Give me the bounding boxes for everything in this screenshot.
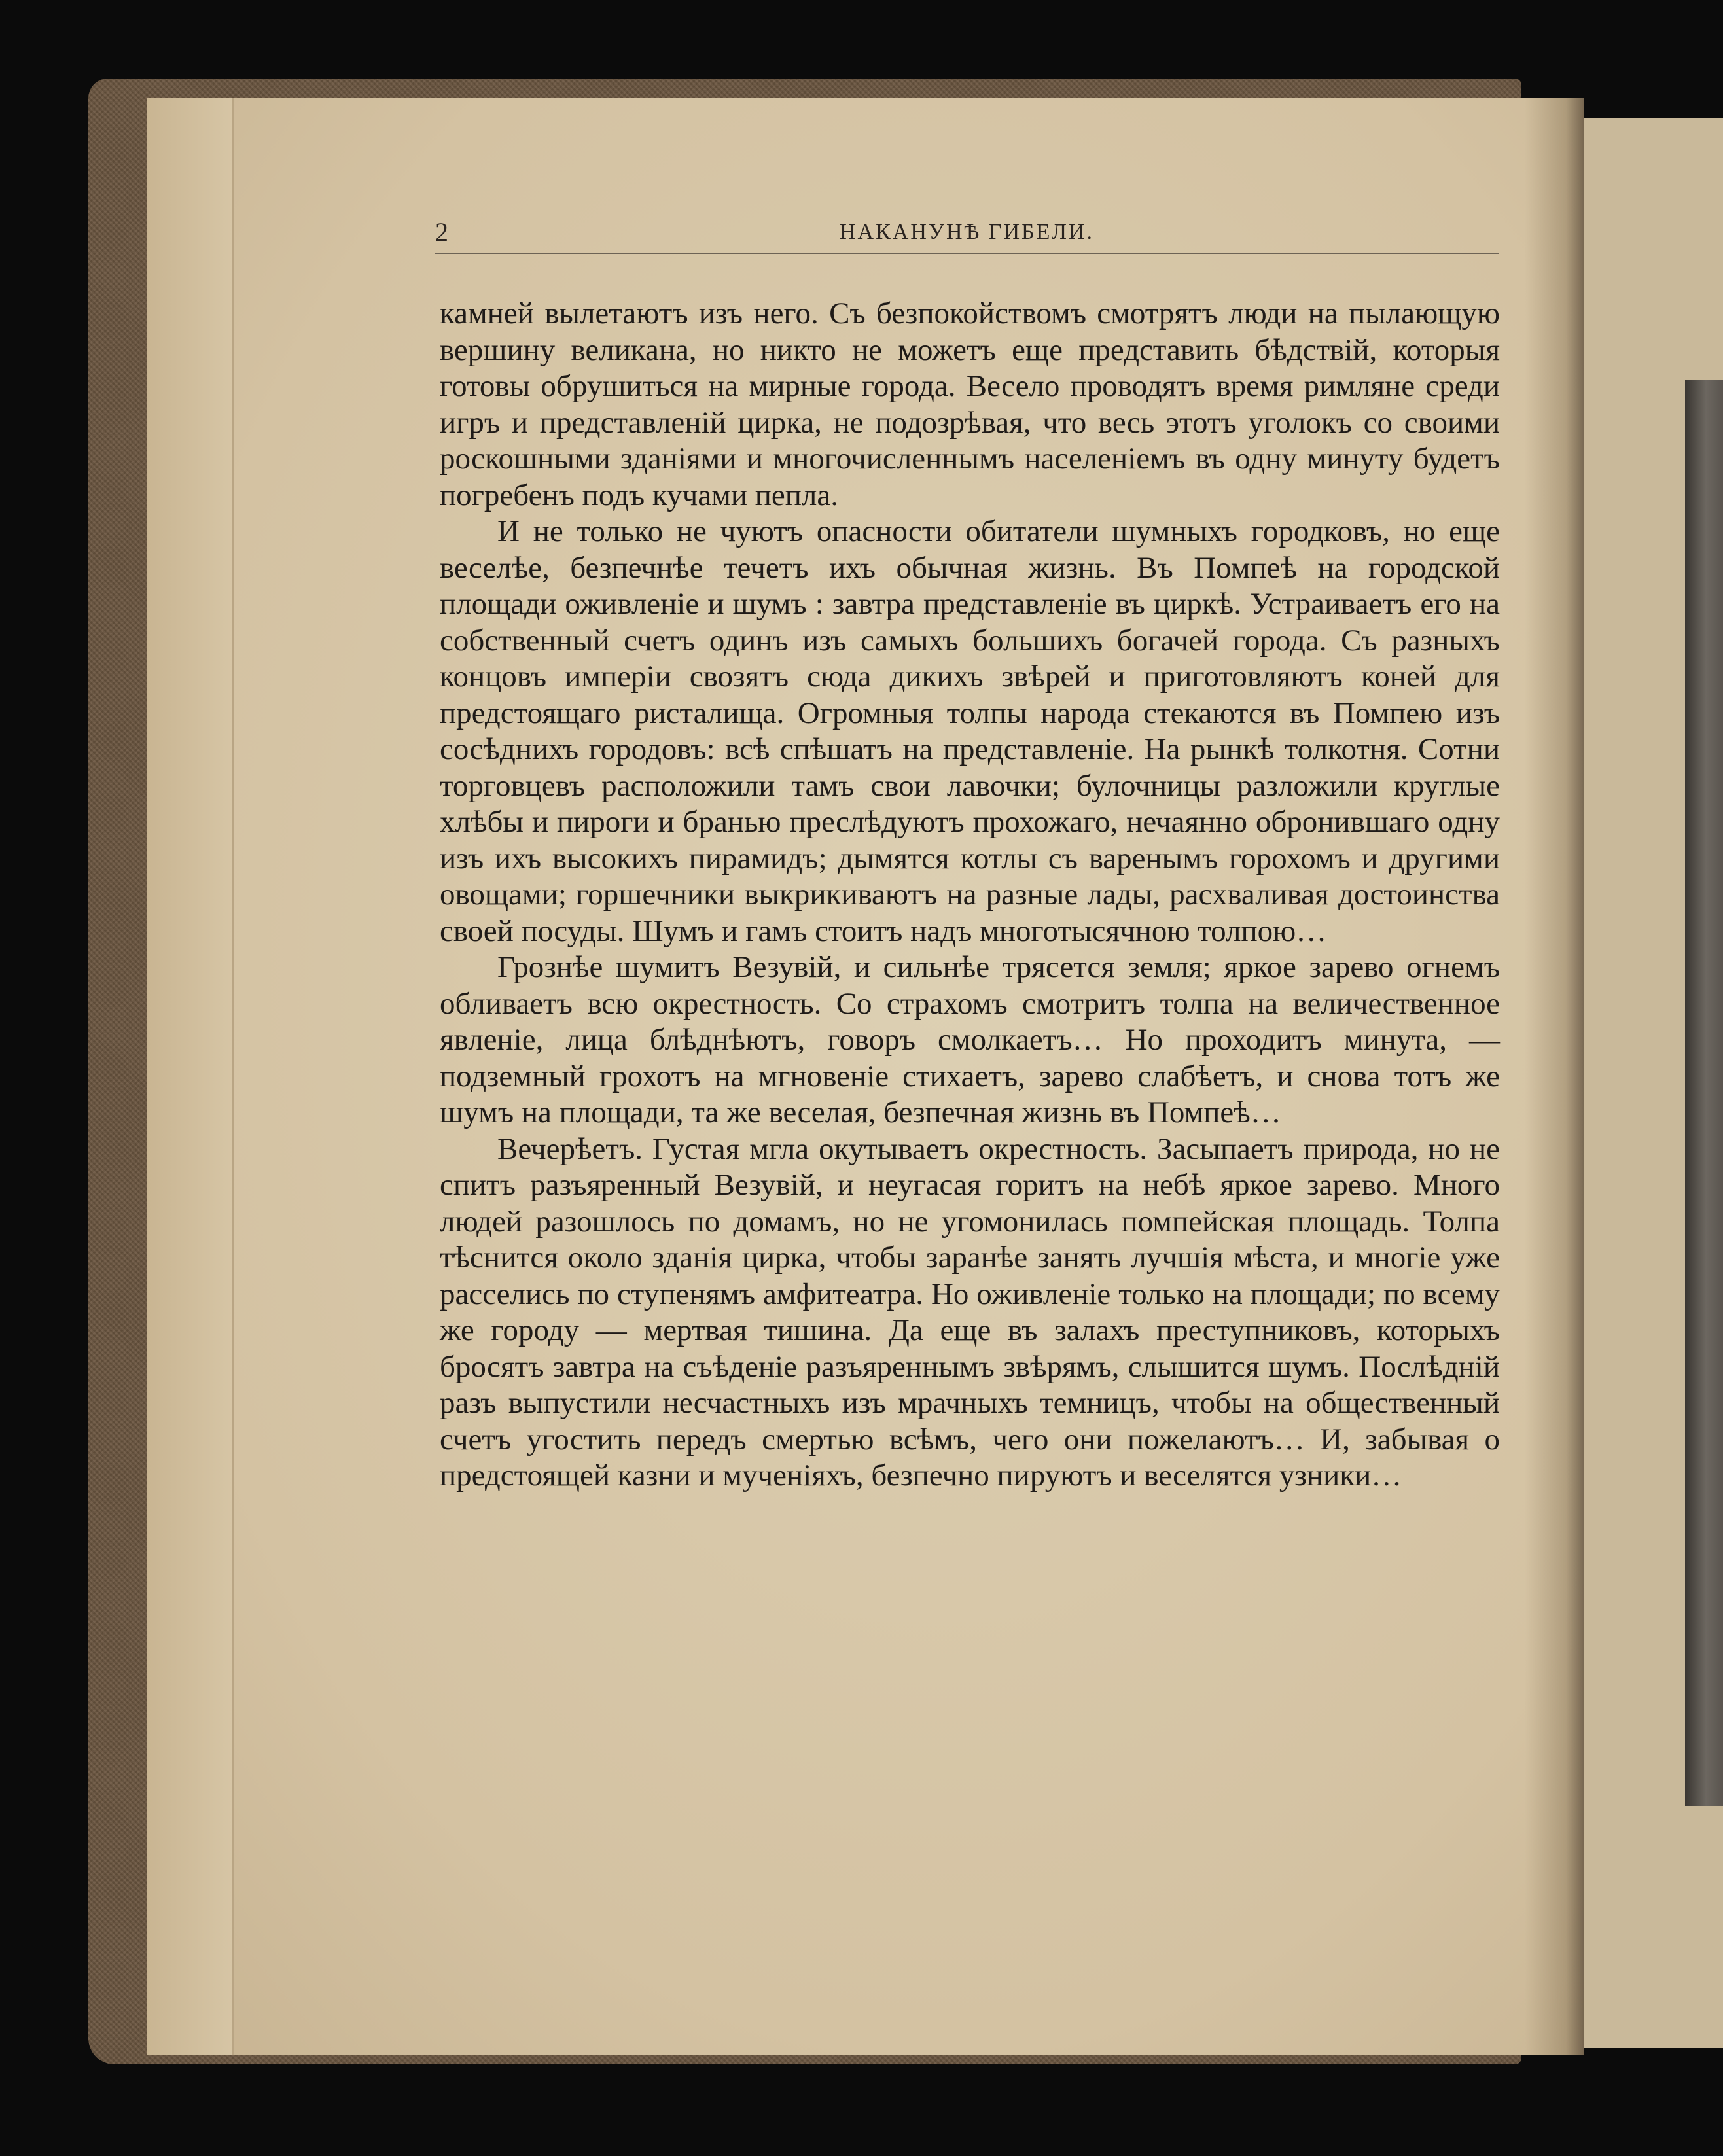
paragraph: камней вылетаютъ изъ него. Съ безпокойствомъ смотрятъ люди на пылающую вершину великана, но никто не можетъ еще представить бѣдствій, которыя готовы обрушиться на мирные города. Весело проводятъ время римляне среди игръ и представленій цирка, не подозрѣвая, что весь этотъ уголокъ со своими роскошными зданіями и многочисленнымъ населеніемъ въ одну минуту будетъ погребенъ подъ кучами пепла. xyxy=(440,296,1500,512)
paragraph: Грознѣе шумитъ Везувій, и сильнѣе трясется земля; яркое зарево огнемъ обливаетъ всю окрестность. Со страхомъ смотритъ толпа на величественное явленіе, лица блѣднѣютъ, говоръ смолкаетъ… Но проходитъ минута, — подземный грохотъ на мгновеніе стихаетъ, зарево слабѣетъ, и снова тотъ же шумъ на площади, та же веселая, безпечная жизнь въ Помпеѣ… xyxy=(440,950,1500,1129)
body-text xyxy=(440,296,1500,1494)
running-title: НАКАНУНѢ ГИБЕЛИ. xyxy=(840,220,1094,244)
facing-illustration-plate xyxy=(1685,380,1723,1806)
paragraph: Вечерѣетъ. Густая мгла окутываетъ окрестность. Засыпаетъ природа, но не спитъ разъяренный Везувій, и неугасая горитъ на небѣ яркое зарево. Много людей разошлось по домамъ, но не угомонилась помпейская площадь. Толпа тѣснится около зданія цирка, чтобы заранѣе занять лучшія мѣста, и многіе уже расселись по ступенямъ амфитеатра. Но оживленіе только на площади; по всему же городу — мертвая тишина. Да еще въ залахъ преступниковъ, которыхъ бросятъ завтра на съѣденіе разъяреннымъ звѣрямъ, слышится шумъ. Послѣдній разъ выпустили несчастныхъ изъ мрачныхъ темницъ, чтобы на общественный счетъ угостить передъ смертью всѣмъ, чего они пожелаютъ… И, забывая о предстоящей казни и мученіяхъ, безпечно пируютъ и веселятся узники… xyxy=(440,1131,1500,1493)
header-rule xyxy=(435,253,1499,254)
page-number: 2 xyxy=(435,217,448,247)
page-header xyxy=(435,213,1499,258)
paragraph: И не только не чуютъ опасности обитатели шумныхъ городковъ, но еще веселѣе, безпечнѣе течетъ ихъ обычная жизнь. Въ Помпеѣ на городской площади оживленіе и шумъ : завтра представленіе въ циркѣ. Устраиваетъ его на собственный счетъ одинъ изъ самыхъ большихъ богачей города. Съ разныхъ концовъ имперіи свозятъ сюда дикихъ звѣрей и приготовляютъ коней для предстоящаго ристалища. Огромныя толпы народа стекаются въ Помпею изъ сосѣднихъ городовъ: всѣ спѣшатъ на представленіе. На рынкѣ толкотня. Сотни торговцевъ расположили тамъ свои лавочки; булочницы разложили круглые хлѣбы и пироги и бранью преслѣдуютъ прохожаго, нечаянно обронившаго одну изъ ихъ высокихъ пирамидъ; дымятся котлы съ варенымъ горохомъ и другими овощами; горшечники выкрикиваютъ на разные лады, расхваливая достоинства своей посуды. Шумъ и гамъ стоитъ надъ многотысячною толпою… xyxy=(440,514,1500,948)
page-gutter xyxy=(1525,98,1584,2055)
page-stack-edge xyxy=(147,98,234,2055)
